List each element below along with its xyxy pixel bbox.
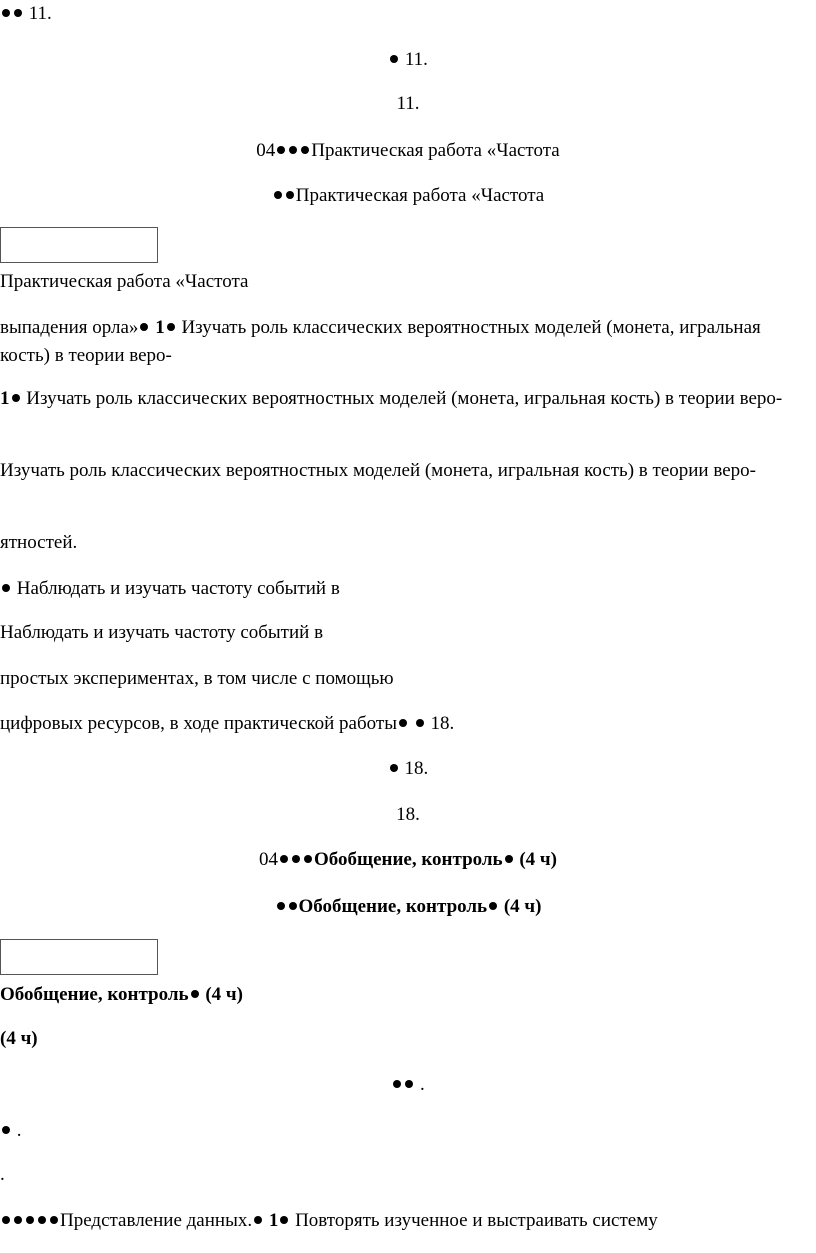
empty-box bbox=[0, 939, 158, 975]
bullet-icon bbox=[2, 9, 10, 17]
text-line-11: Наблюдать и изучать частоту событий в bbox=[0, 577, 340, 601]
bullet-icon bbox=[14, 1216, 22, 1224]
bullet-icon bbox=[390, 764, 398, 772]
text-line-23: . bbox=[0, 1164, 5, 1185]
bullet-icon bbox=[304, 855, 312, 863]
bullet-icon bbox=[292, 855, 300, 863]
bullet-icon bbox=[405, 1080, 413, 1088]
bullet-icon bbox=[50, 1216, 58, 1224]
text-line-17: 04 Обобщение, контроль (4 ч) bbox=[259, 849, 557, 870]
bullet-icon bbox=[390, 55, 398, 63]
text-line-15: 18. bbox=[0, 757, 816, 781]
text-line-18: Обобщение, контроль (4 ч) bbox=[0, 895, 816, 919]
text-line-4: 04 Практическая работа «Частота bbox=[256, 140, 560, 161]
bullet-icon bbox=[289, 902, 297, 910]
bullet-icon bbox=[289, 146, 297, 154]
bullet-icon bbox=[38, 1216, 46, 1224]
bullet-icon bbox=[399, 719, 407, 727]
bullet-icon bbox=[393, 1080, 401, 1088]
bullet-icon bbox=[14, 9, 22, 17]
text-line-19: Обобщение, контроль (4 ч) bbox=[0, 984, 243, 1005]
text-line-1: 11. bbox=[0, 2, 52, 26]
text-line-21: . bbox=[0, 1073, 816, 1097]
text-line-6: Практическая работа «Частота bbox=[0, 271, 249, 292]
bullet-icon bbox=[280, 855, 288, 863]
bullet-icon bbox=[277, 146, 285, 154]
bullet-icon bbox=[26, 1216, 34, 1224]
text-line-13: простых экспериментах, в том числе с помощью bbox=[0, 668, 394, 689]
bullet-icon bbox=[277, 902, 285, 910]
text-line-24: Представление данных. 1 Повторять изученное и выстраивать систему bbox=[0, 1209, 658, 1233]
bullet-icon bbox=[2, 584, 10, 592]
bullet-icon bbox=[12, 394, 20, 402]
bullet-icon bbox=[286, 191, 294, 199]
text-line-9: Изучать роль классических вероятностных моделей (монета, игральная кость) в теории веро- bbox=[0, 460, 756, 481]
text-line-2: 11. bbox=[0, 48, 816, 72]
bullet-icon bbox=[280, 1216, 288, 1224]
bullet-icon bbox=[301, 146, 309, 154]
text-line-8: 1 Изучать роль классических вероятностных моделей (монета, игральная кость) в теории веро- bbox=[0, 388, 783, 409]
text-line-14: цифровых ресурсов, в ходе практической работы 18. bbox=[0, 713, 455, 734]
text-line-12: Наблюдать и изучать частоту событий в bbox=[0, 622, 324, 643]
text-line-7: выпадения орла» 1 Изучать роль классических вероятностных моделей (монета, игральная кость) в теории веро- bbox=[0, 317, 761, 366]
bullet-icon bbox=[167, 323, 175, 331]
bullet-icon bbox=[416, 719, 424, 727]
bullet-icon bbox=[505, 855, 513, 863]
text-line-20: (4 ч) bbox=[0, 1028, 38, 1049]
text-line-5: Практическая работа «Частота bbox=[0, 184, 816, 208]
bullet-icon bbox=[140, 323, 148, 331]
bullet-icon bbox=[254, 1216, 262, 1224]
bullet-icon bbox=[489, 902, 497, 910]
bullet-icon bbox=[2, 1216, 10, 1224]
text-line-10: ятностей. bbox=[0, 532, 78, 553]
text-line-3: 11. bbox=[396, 93, 420, 114]
bullet-icon bbox=[191, 990, 199, 998]
bullet-icon bbox=[274, 191, 282, 199]
empty-box bbox=[0, 227, 158, 263]
bullet-icon bbox=[2, 1126, 10, 1134]
text-line-22: . bbox=[0, 1119, 22, 1143]
text-line-16: 18. bbox=[396, 804, 420, 825]
